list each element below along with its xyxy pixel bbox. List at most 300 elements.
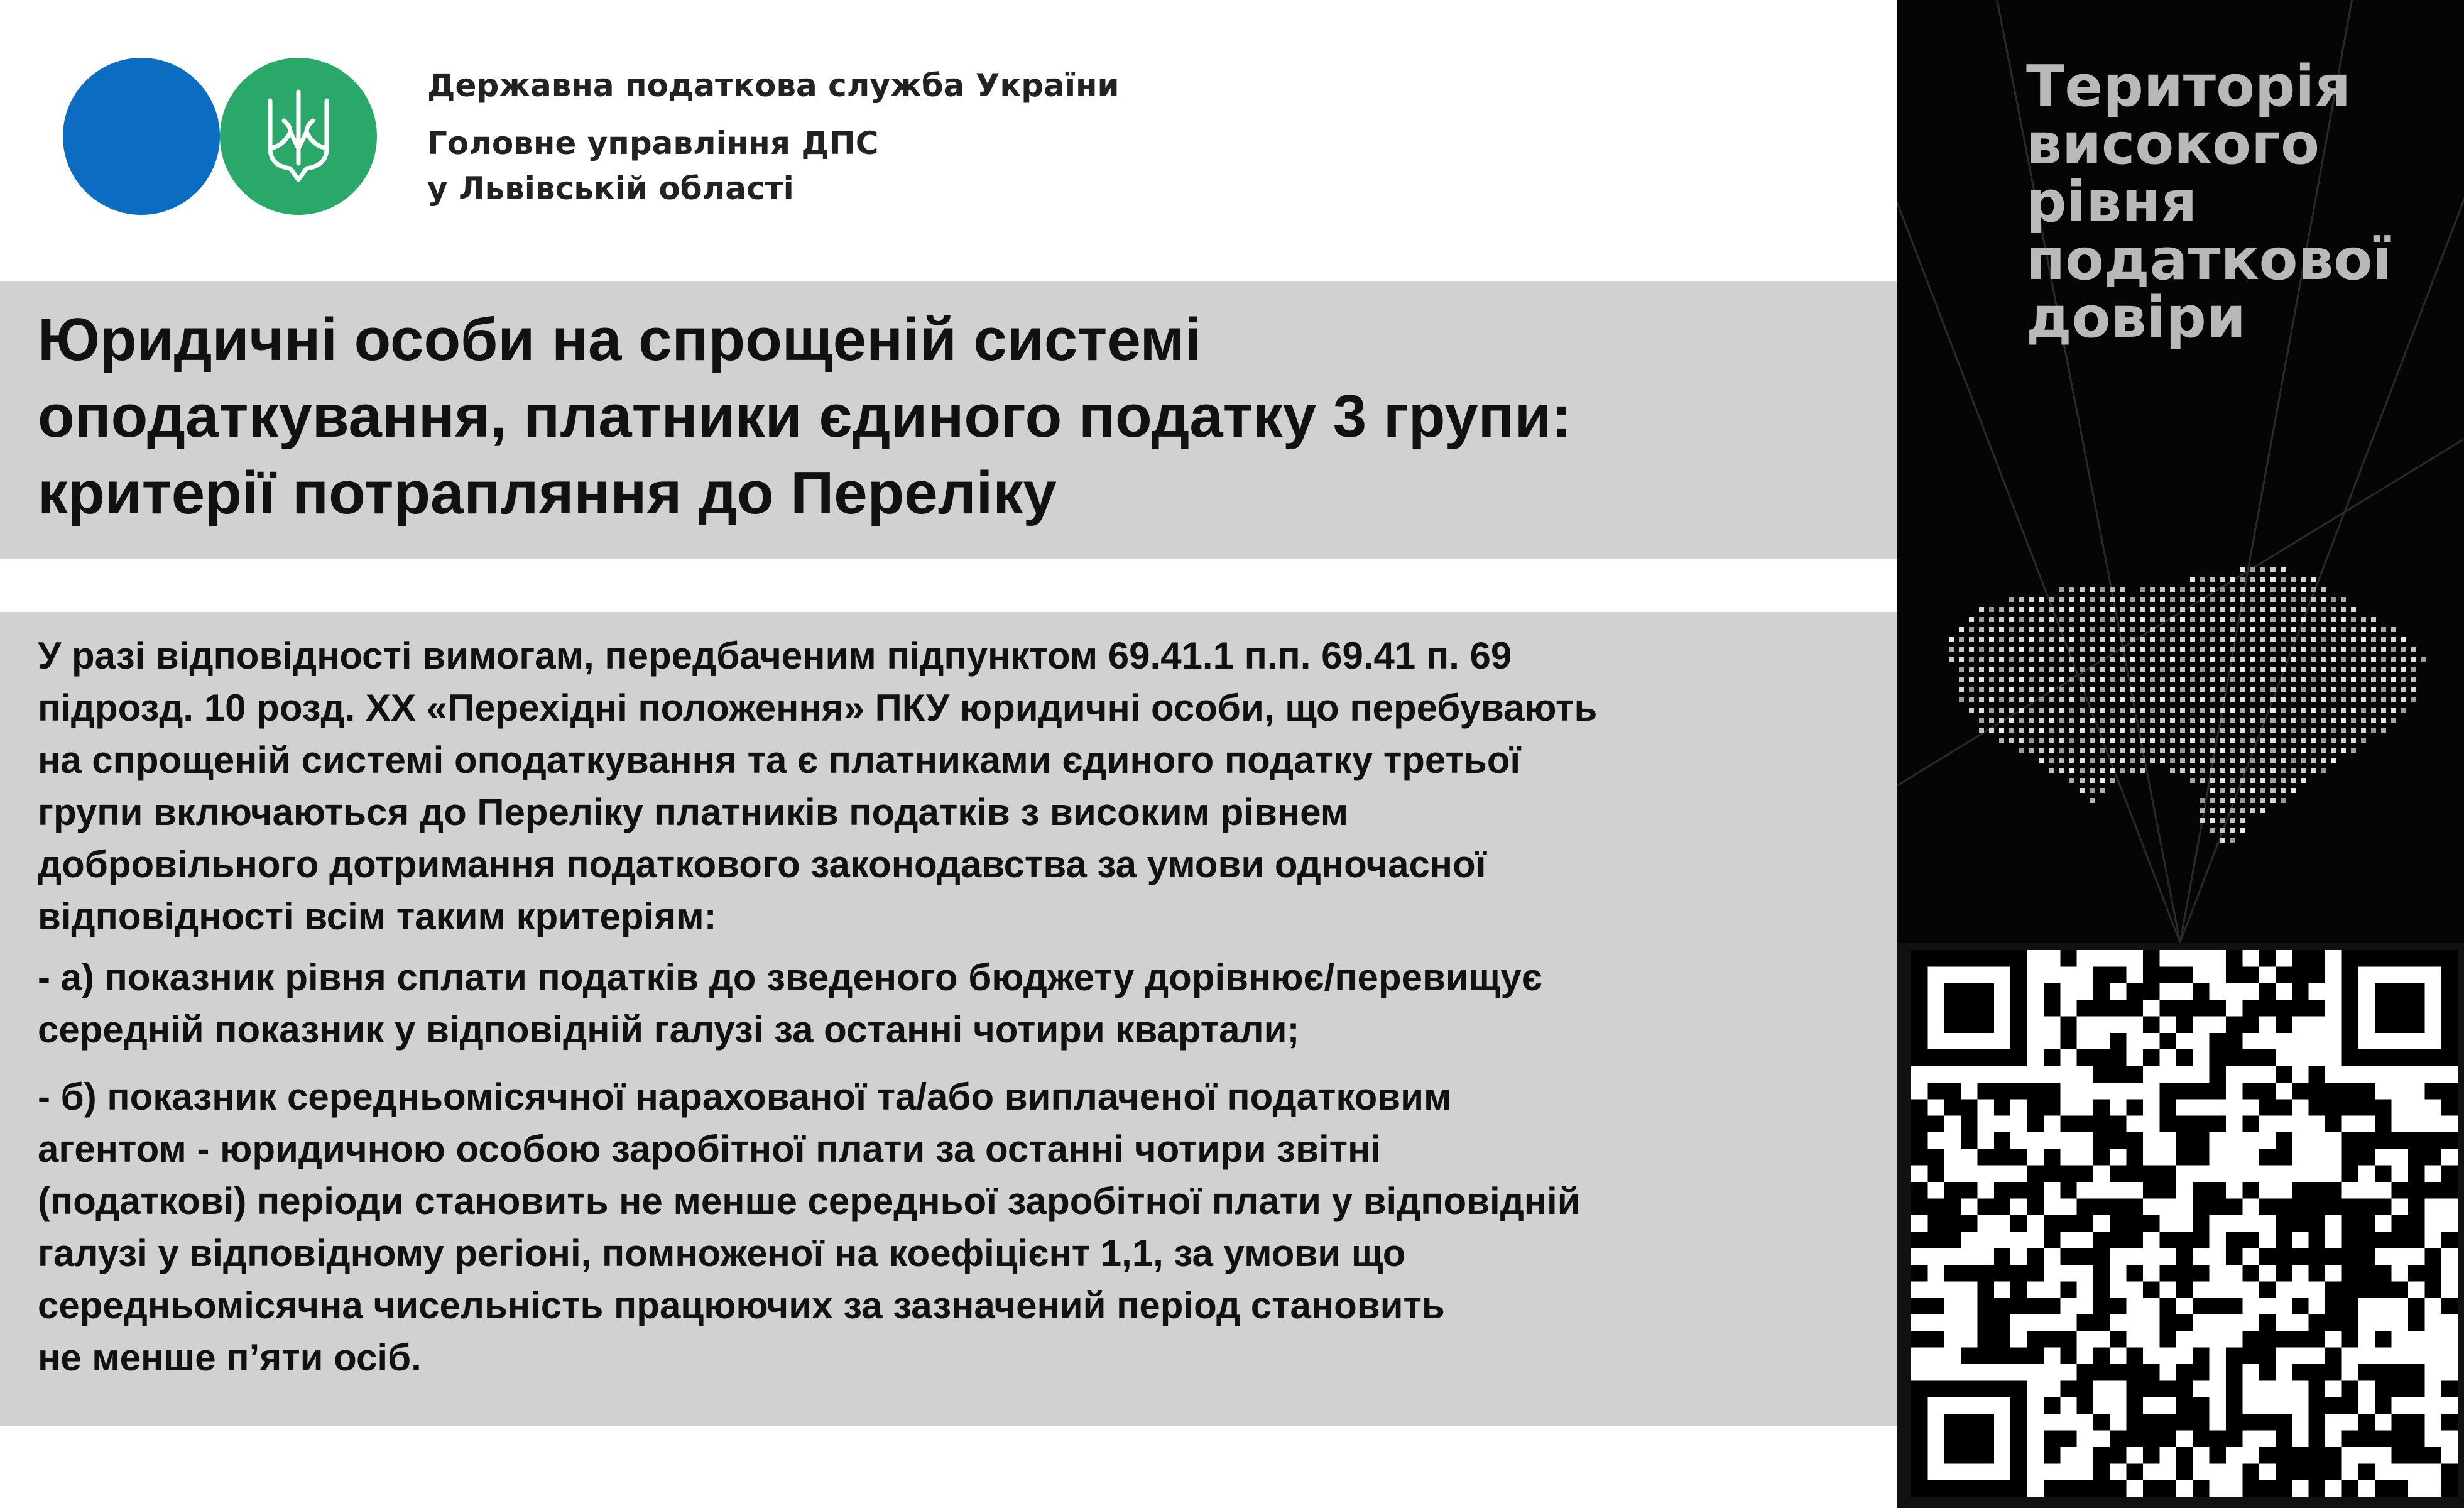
map-dot	[2200, 657, 2205, 662]
map-dot	[2331, 667, 2336, 672]
map-dot	[2120, 627, 2125, 632]
map-dot	[2100, 718, 2105, 723]
map-dot	[2210, 818, 2215, 823]
map-dot	[2160, 728, 2165, 733]
qr-module	[1994, 1331, 2010, 1347]
qr-module	[2193, 1397, 2209, 1414]
map-dot	[2029, 627, 2034, 632]
qr-module	[2110, 1166, 2126, 1182]
map-dot	[2090, 597, 2095, 602]
map-dot	[2110, 597, 2115, 602]
qr-module	[2159, 1232, 2176, 1248]
map-dot	[2371, 657, 2376, 662]
map-dot	[2270, 677, 2276, 682]
qr-module	[2325, 1116, 2341, 1132]
map-dot	[2281, 708, 2286, 713]
map-dot	[2049, 667, 2054, 672]
qr-module	[2441, 1414, 2458, 1430]
map-dot	[2270, 637, 2276, 642]
qr-module	[2309, 1331, 2325, 1347]
map-dot	[2110, 738, 2115, 743]
qr-module	[2127, 1232, 2143, 1248]
qr-module	[2143, 1447, 2159, 1463]
qr-module	[1927, 1166, 1944, 1182]
qr-module	[2309, 1248, 2325, 1265]
map-dot	[2029, 597, 2034, 602]
qr-module	[2226, 1397, 2242, 1414]
map-dot	[2150, 617, 2155, 622]
qr-module	[2110, 1364, 2126, 1380]
qr-module	[2242, 1463, 2259, 1480]
map-dot	[2049, 617, 2054, 622]
qr-module	[2127, 1397, 2143, 1414]
map-dot	[2291, 748, 2296, 753]
qr-module	[2210, 1049, 2226, 1066]
qr-module	[1911, 1182, 1927, 1198]
qr-module	[2375, 1480, 2391, 1497]
map-dot	[2240, 667, 2245, 672]
map-dot	[2100, 597, 2105, 602]
qr-module	[2375, 1116, 2391, 1132]
qr-module	[2093, 1149, 2110, 1165]
map-dot	[2321, 677, 2326, 682]
qr-module	[2408, 1265, 2424, 1281]
map-dot	[2190, 778, 2195, 783]
map-dot	[2371, 708, 2376, 713]
map-dot	[2220, 768, 2225, 773]
qr-module	[2276, 1480, 2292, 1497]
map-dot	[2100, 708, 2105, 713]
map-dot	[2391, 697, 2396, 702]
map-dot	[2069, 597, 2074, 602]
map-dot	[2080, 677, 2085, 682]
map-dot	[2240, 708, 2245, 713]
qr-module	[2392, 1281, 2408, 1298]
map-dot	[2200, 597, 2205, 602]
qr-module	[2210, 1298, 2226, 1314]
map-dot	[2100, 617, 2105, 622]
map-dot	[2080, 587, 2085, 592]
qr-module	[2292, 1331, 2308, 1347]
criterion-b-line: - б) показник середньомісячної нарахованої та/або виплаченої податковим	[38, 1076, 1452, 1118]
dps-logo-blue-circle	[63, 58, 220, 215]
qr-module	[1961, 1348, 1977, 1364]
qr-module	[2424, 1149, 2441, 1165]
qr-finder-pattern	[2375, 983, 2424, 1033]
qr-module	[2060, 1480, 2076, 1497]
map-dot	[2110, 647, 2115, 652]
map-dot	[2200, 647, 2205, 652]
map-dot	[2210, 798, 2215, 803]
qr-module	[2358, 1281, 2375, 1298]
map-dot	[2029, 708, 2034, 713]
map-dot	[2240, 567, 2245, 572]
qr-module	[2392, 1132, 2408, 1149]
map-dot	[2140, 758, 2145, 763]
map-dot	[2180, 637, 2185, 642]
qr-module	[2325, 1099, 2341, 1115]
qr-module	[2093, 1364, 2110, 1380]
qr-module	[2325, 1447, 2341, 1463]
map-dot	[2170, 718, 2175, 723]
map-dot	[2371, 728, 2376, 733]
qr-module	[2276, 1198, 2292, 1215]
map-dot	[2301, 718, 2306, 723]
map-dot	[2301, 577, 2306, 582]
map-dot	[2100, 637, 2105, 642]
map-dot	[2371, 637, 2376, 642]
map-dot	[2120, 647, 2125, 652]
map-dot	[2401, 637, 2406, 642]
qr-module	[2193, 1480, 2209, 1497]
qr-module	[2392, 1232, 2408, 1248]
qr-module	[2010, 1182, 2027, 1198]
qr-module	[2325, 1397, 2341, 1414]
map-dot	[2009, 647, 2014, 652]
map-dot	[2220, 677, 2225, 682]
qr-code[interactable]	[1911, 950, 2458, 1497]
qr-module	[2159, 1000, 2176, 1016]
qr-module	[2309, 1066, 2325, 1083]
qr-module	[2242, 966, 2259, 983]
criterion-b-line: (податкові) періоди становить не менше середньої заробітної плати у відповідній	[38, 1180, 1581, 1222]
qr-module	[2309, 1198, 2325, 1215]
map-dot	[1979, 677, 1984, 682]
criterion-a-line: середній показник у відповідній галузі за останні чотири квартали;	[38, 1008, 1300, 1051]
qr-module	[2093, 1463, 2110, 1480]
map-dot	[2230, 627, 2235, 632]
map-dot	[2059, 748, 2064, 753]
map-dot	[2110, 677, 2115, 682]
qr-module	[2226, 1016, 2242, 1032]
map-dot	[2150, 718, 2155, 723]
qr-module	[2276, 1248, 2292, 1265]
map-dot	[2100, 758, 2105, 763]
map-dot	[2090, 778, 2095, 783]
qr-module	[2424, 1265, 2441, 1281]
map-dot	[2321, 637, 2326, 642]
map-dot	[2331, 627, 2336, 632]
map-dot	[2250, 738, 2255, 743]
map-dot	[2260, 708, 2265, 713]
map-dot	[1969, 708, 1974, 713]
map-dot	[2250, 567, 2255, 572]
map-dot	[2411, 647, 2416, 652]
map-dot	[2130, 647, 2135, 652]
qr-module	[2193, 1414, 2209, 1430]
map-dot	[2210, 597, 2215, 602]
map-dot	[2321, 627, 2326, 632]
qr-module	[2093, 1000, 2110, 1016]
qr-module	[2392, 1447, 2408, 1463]
map-dot	[2341, 607, 2346, 612]
qr-module	[1994, 1149, 2010, 1165]
map-dot	[2170, 637, 2175, 642]
map-dot	[2230, 818, 2235, 823]
map-dot	[2301, 697, 2306, 702]
qr-module	[2424, 1182, 2441, 1198]
map-dot	[2170, 697, 2175, 702]
body-band	[0, 612, 1897, 1426]
qr-module	[2341, 1298, 2358, 1314]
map-dot	[2170, 758, 2175, 763]
map-dot	[2130, 768, 2135, 773]
map-dot	[2090, 657, 2095, 662]
qr-module	[2143, 966, 2159, 983]
qr-module	[2044, 1166, 2060, 1182]
qr-module	[2441, 1099, 2458, 1115]
qr-module	[2143, 1431, 2159, 1447]
map-dot	[2130, 748, 2135, 753]
qr-module	[2210, 1033, 2226, 1049]
map-dot	[2069, 617, 2074, 622]
qr-module	[2077, 1364, 2093, 1380]
map-dot	[2120, 738, 2125, 743]
qr-module	[2060, 950, 2076, 966]
map-dot	[2059, 687, 2064, 692]
qr-module	[2259, 1198, 2276, 1215]
qr-module	[2242, 1348, 2259, 1364]
map-dot	[2220, 708, 2225, 713]
criterion-a-line: - а) показник рівня сплати податків до зведеного бюджету дорівнює/перевищує	[38, 956, 1542, 998]
map-dot	[1979, 697, 1984, 702]
qr-module	[2110, 1298, 2126, 1314]
qr-module	[2375, 1166, 2391, 1182]
qr-finder-pattern	[1944, 1414, 1994, 1463]
map-dot	[2311, 748, 2316, 753]
qr-module	[2044, 1447, 2060, 1463]
map-dot	[2200, 778, 2205, 783]
map-dot	[2140, 728, 2145, 733]
map-dot	[2200, 637, 2205, 642]
qr-module	[2044, 983, 2060, 1000]
map-dot	[2381, 647, 2386, 652]
qr-module	[1927, 1149, 1944, 1165]
qr-module	[2143, 1281, 2159, 1298]
map-dot	[2130, 597, 2135, 602]
map-dot	[2411, 697, 2416, 702]
map-dot	[2210, 728, 2215, 733]
map-dot	[2210, 738, 2215, 743]
qr-module	[2044, 1049, 2060, 1066]
map-dot	[2210, 687, 2215, 692]
map-dot	[2190, 607, 2195, 612]
map-dot	[2009, 597, 2014, 602]
qr-module	[2044, 1331, 2060, 1347]
map-dot	[1999, 617, 2004, 622]
map-dot	[2371, 677, 2376, 682]
map-dot	[2321, 617, 2326, 622]
map-dot	[2220, 687, 2225, 692]
qr-module	[2193, 1149, 2209, 1165]
map-dot	[2019, 738, 2024, 743]
qr-module	[2143, 950, 2159, 966]
map-dot	[2170, 748, 2175, 753]
map-dot	[2090, 627, 2095, 632]
map-dot	[2230, 587, 2235, 592]
map-dot	[2230, 738, 2235, 743]
map-dot	[2120, 758, 2125, 763]
map-dot	[2210, 637, 2215, 642]
map-dot	[2029, 657, 2034, 662]
map-dot	[2240, 697, 2245, 702]
qr-module	[2093, 1314, 2110, 1331]
map-dot	[2281, 597, 2286, 602]
map-dot	[2180, 718, 2185, 723]
map-dot	[2049, 697, 2054, 702]
qr-finder-pattern	[2341, 950, 2358, 1066]
map-dot	[1979, 657, 1984, 662]
map-dot	[2240, 718, 2245, 723]
map-dot	[2130, 607, 2135, 612]
map-dot	[2170, 677, 2175, 682]
qr-module	[2259, 1348, 2276, 1364]
map-dot	[2190, 708, 2195, 713]
map-dot	[2381, 728, 2386, 733]
map-dot	[2080, 748, 2085, 753]
qr-module	[2242, 1116, 2259, 1132]
qr-module	[1911, 1132, 1927, 1149]
panel-title-line: довіри	[2026, 285, 2246, 351]
map-dot	[2029, 617, 2034, 622]
map-dot	[2270, 788, 2276, 793]
map-dot	[2351, 677, 2356, 682]
qr-module	[2127, 1066, 2143, 1083]
qr-module	[1977, 1348, 1993, 1364]
qr-module	[2375, 1380, 2391, 1397]
map-dot	[2240, 738, 2245, 743]
map-dot	[2210, 697, 2215, 702]
map-dot	[1949, 657, 1954, 662]
map-dot	[2160, 708, 2165, 713]
map-dot	[2230, 677, 2235, 682]
map-dot	[1979, 647, 1984, 652]
map-dot	[2311, 637, 2316, 642]
map-dot	[2009, 708, 2014, 713]
map-dot	[2019, 597, 2024, 602]
map-dot	[2049, 637, 2054, 642]
qr-module	[2127, 1348, 2143, 1364]
qr-module	[2176, 1463, 2193, 1480]
map-dot	[2069, 677, 2074, 682]
qr-module	[2159, 1298, 2176, 1314]
map-dot	[2220, 838, 2225, 843]
qr-module	[2060, 1431, 2076, 1447]
qr-module	[2110, 1431, 2126, 1447]
map-dot	[2039, 718, 2044, 723]
map-dot	[2240, 808, 2245, 813]
qr-module	[2341, 1166, 2358, 1182]
map-dot	[2341, 597, 2346, 602]
qr-module	[2259, 1314, 2276, 1331]
qr-module	[2226, 1049, 2242, 1066]
map-dot	[2190, 617, 2195, 622]
qr-module	[1911, 1232, 1927, 1248]
qr-module	[2358, 1431, 2375, 1447]
map-dot	[2049, 657, 2054, 662]
qr-module	[2309, 1232, 2325, 1248]
criteria-text	[38, 630, 1597, 1384]
map-dot	[2361, 697, 2366, 702]
map-dot	[2270, 758, 2276, 763]
map-dot	[2180, 597, 2185, 602]
map-dot	[2331, 708, 2336, 713]
qr-module	[2242, 1414, 2259, 1430]
qr-finder-pattern	[1911, 1380, 2027, 1397]
map-dot	[2200, 667, 2205, 672]
map-dot	[1959, 647, 1964, 652]
qr-module	[2309, 1083, 2325, 1099]
map-dot	[2341, 738, 2346, 743]
map-dot	[1989, 728, 1994, 733]
map-dot	[2210, 657, 2215, 662]
qr-module	[2292, 1000, 2308, 1016]
qr-module	[2010, 1265, 2027, 1281]
qr-module	[2226, 1364, 2242, 1380]
map-dot	[2140, 617, 2145, 622]
map-dot	[2029, 637, 2034, 642]
map-dot	[2090, 738, 2095, 743]
map-dot	[2270, 617, 2276, 622]
qr-module	[2226, 1380, 2242, 1397]
qr-module	[2242, 1016, 2259, 1032]
map-dot	[2311, 647, 2316, 652]
org-line-3: у Львівській області	[427, 170, 794, 207]
map-dot	[2291, 657, 2296, 662]
map-dot	[2220, 828, 2225, 833]
map-dot	[1969, 697, 1974, 702]
map-dot	[2080, 778, 2085, 783]
map-dot	[2120, 597, 2125, 602]
map-dot	[2421, 657, 2426, 662]
map-dot	[2291, 738, 2296, 743]
map-dot	[1959, 657, 1964, 662]
map-dot	[2291, 768, 2296, 773]
map-dot	[2311, 597, 2316, 602]
qr-module	[1961, 1132, 1977, 1149]
map-dot	[2371, 617, 2376, 622]
map-dot	[2240, 748, 2245, 753]
map-dot	[1989, 697, 1994, 702]
map-dot	[2009, 697, 2014, 702]
qr-module	[2093, 1480, 2110, 1497]
map-dot	[2180, 667, 2185, 672]
map-dot	[2391, 677, 2396, 682]
map-dot	[1959, 687, 1964, 692]
map-dot	[2210, 627, 2215, 632]
map-dot	[2100, 738, 2105, 743]
qr-module	[2375, 1198, 2391, 1215]
map-dot	[2170, 627, 2175, 632]
map-dot	[2220, 607, 2225, 612]
map-dot	[2210, 808, 2215, 813]
map-dot	[2150, 647, 2155, 652]
qr-module	[1911, 1198, 1927, 1215]
qr-module	[2027, 1331, 2044, 1347]
map-dot	[2069, 708, 2074, 713]
map-dot	[2311, 768, 2316, 773]
qr-module	[2309, 1447, 2325, 1463]
map-dot	[2029, 677, 2034, 682]
qr-module	[2341, 1480, 2358, 1497]
map-dot	[2190, 768, 2195, 773]
qr-module	[2110, 1033, 2126, 1049]
map-dot	[2301, 607, 2306, 612]
map-dot	[2110, 607, 2115, 612]
qr-module	[1977, 1149, 1993, 1165]
map-dot	[2341, 708, 2346, 713]
map-dot	[2301, 748, 2306, 753]
